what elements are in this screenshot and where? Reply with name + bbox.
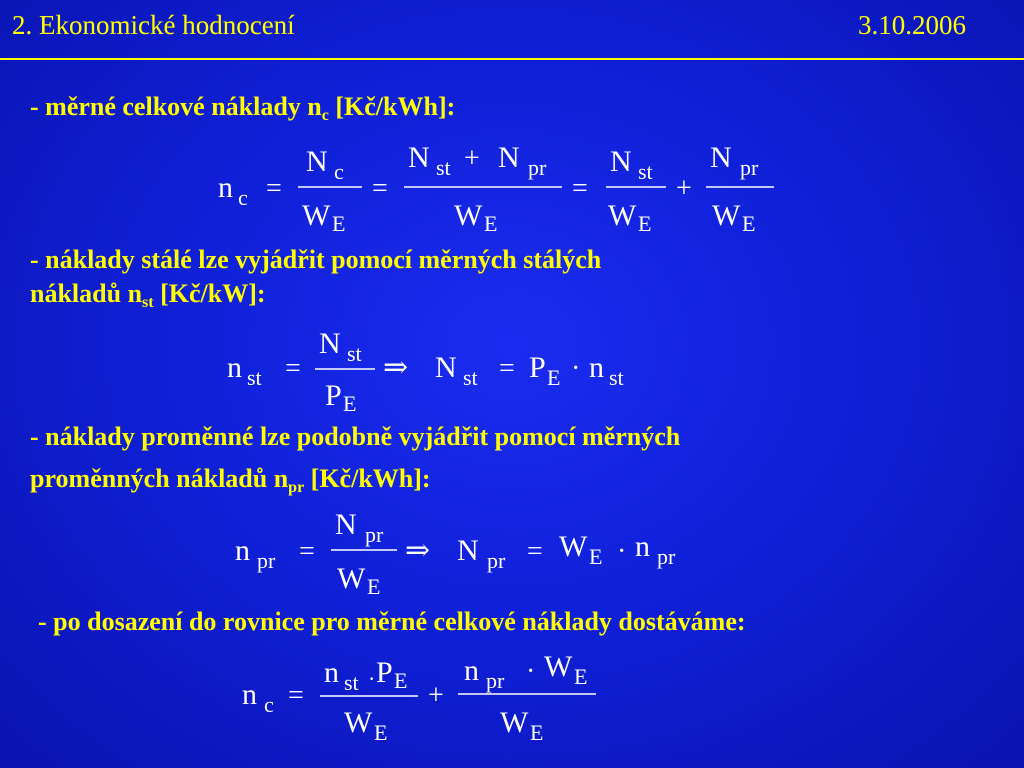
bullet-text: proměnných nákladů n — [30, 464, 289, 493]
sym-W: W — [608, 199, 637, 232]
sub-E: E — [742, 211, 756, 236]
sym-dot: · — [526, 656, 536, 687]
sym-eq: = — [572, 173, 588, 204]
sym-N: N — [319, 327, 341, 360]
sym-dot: · — [571, 353, 581, 384]
sym-eq: = — [372, 173, 388, 204]
sym-N: N — [408, 141, 430, 174]
slide-date: 3.10.2006 — [858, 10, 966, 40]
sym-dot: · — [368, 666, 376, 691]
sym-W: W — [302, 199, 331, 232]
sym-plus: + — [464, 143, 480, 174]
formula-total-cost-final — [230, 648, 630, 756]
bullet-text: nákladů n — [30, 279, 143, 308]
sub-st: st — [247, 365, 262, 390]
bullet-subscript: st — [142, 294, 154, 311]
bullet-unit: [Kč/kWh]: — [304, 464, 431, 493]
formula-total-cost — [200, 135, 800, 240]
sub-pr: pr — [657, 544, 676, 569]
bullet-variable-cost — [30, 420, 680, 496]
sym-n: n — [464, 654, 479, 687]
sub-E: E — [367, 574, 381, 599]
sym-W: W — [337, 562, 366, 595]
sym-N: N — [610, 145, 632, 178]
sub-E: E — [332, 211, 346, 236]
sym-P: P — [376, 656, 393, 689]
sym-n: n — [589, 351, 604, 384]
bullet-subscript: pr — [288, 479, 305, 496]
bullet-subscript: c — [321, 107, 329, 124]
sub-st: st — [609, 365, 624, 390]
sub-E: E — [530, 720, 544, 745]
sub-st: st — [436, 155, 451, 180]
sub-pr: pr — [528, 155, 547, 180]
sub-st: st — [638, 159, 653, 184]
sym-N: N — [498, 141, 520, 174]
bullet-substitution — [38, 605, 746, 639]
sym-W: W — [500, 706, 529, 739]
sym-W: W — [559, 530, 588, 563]
sym-P: P — [529, 351, 546, 384]
sym-W: W — [454, 199, 483, 232]
sub-E: E — [343, 391, 357, 416]
sym-W: W — [544, 650, 573, 683]
sym-dot: · — [617, 536, 627, 567]
sub-pr: pr — [740, 155, 759, 180]
sym-n: n — [324, 656, 339, 689]
sym-eq: = — [288, 680, 304, 711]
sub-E: E — [574, 664, 588, 689]
sym-eq: = — [299, 536, 315, 567]
sym-n: n — [235, 534, 250, 567]
sym-N: N — [457, 534, 479, 567]
bullet-text: - náklady proměnné lze podobně vyjádřit pomocí měrných — [30, 422, 681, 451]
formula-variable-cost — [225, 500, 705, 600]
sub-E: E — [638, 211, 652, 236]
sub-E: E — [547, 365, 561, 390]
sym-n: n — [227, 351, 242, 384]
sub-E: E — [484, 211, 498, 236]
sym-eq: = — [266, 173, 282, 204]
sym-eq: = — [499, 353, 515, 384]
sym-n: n — [242, 678, 257, 711]
sym-N: N — [335, 508, 357, 541]
bullet-text: - měrné celkové náklady n — [30, 92, 322, 121]
formula-fixed-cost — [215, 325, 655, 417]
bullet-text: - po dosazení do rovnice pro měrné celkové náklady dostáváme: — [38, 607, 746, 636]
sub-pr: pr — [486, 668, 505, 693]
sub-E: E — [394, 668, 408, 693]
sub-E: E — [589, 544, 603, 569]
bullet-unit: [Kč/kW]: — [153, 279, 266, 308]
sub-st: st — [344, 670, 359, 695]
bullet-fixed-cost — [30, 243, 601, 311]
sym-eq: = — [527, 536, 543, 567]
sub-st: st — [463, 365, 478, 390]
sym-eq: = — [285, 353, 301, 384]
sym-n: n — [635, 530, 650, 563]
sym-plus: + — [428, 680, 444, 711]
implies-icon: ⇒ — [405, 534, 431, 567]
sym-N: N — [306, 145, 328, 178]
sub-pr: pr — [365, 522, 384, 547]
sym-W: W — [712, 199, 741, 232]
header-divider — [0, 58, 1024, 60]
sym-P: P — [325, 379, 342, 412]
slide-title: 2. Ekonomické hodnocení — [12, 10, 295, 40]
sub-c: c — [238, 185, 248, 210]
sym-N: N — [435, 351, 457, 384]
sub-pr: pr — [487, 548, 506, 573]
sub-E: E — [374, 720, 388, 745]
sub-c: c — [264, 692, 274, 717]
sub-st: st — [347, 341, 362, 366]
implies-icon: ⇒ — [383, 351, 409, 384]
bullet-text: - náklady stálé lze vyjádřit pomocí měrných stálých — [30, 245, 602, 274]
bullet-total-cost — [30, 90, 455, 124]
sub-pr: pr — [257, 548, 276, 573]
bullet-unit: [Kč/kWh]: — [328, 92, 456, 121]
slide-header — [0, 0, 1024, 58]
sub-c: c — [334, 159, 344, 184]
sym-plus: + — [676, 173, 692, 204]
sym-W: W — [344, 706, 373, 739]
sym-n: n — [218, 171, 233, 204]
sym-N: N — [710, 141, 732, 174]
